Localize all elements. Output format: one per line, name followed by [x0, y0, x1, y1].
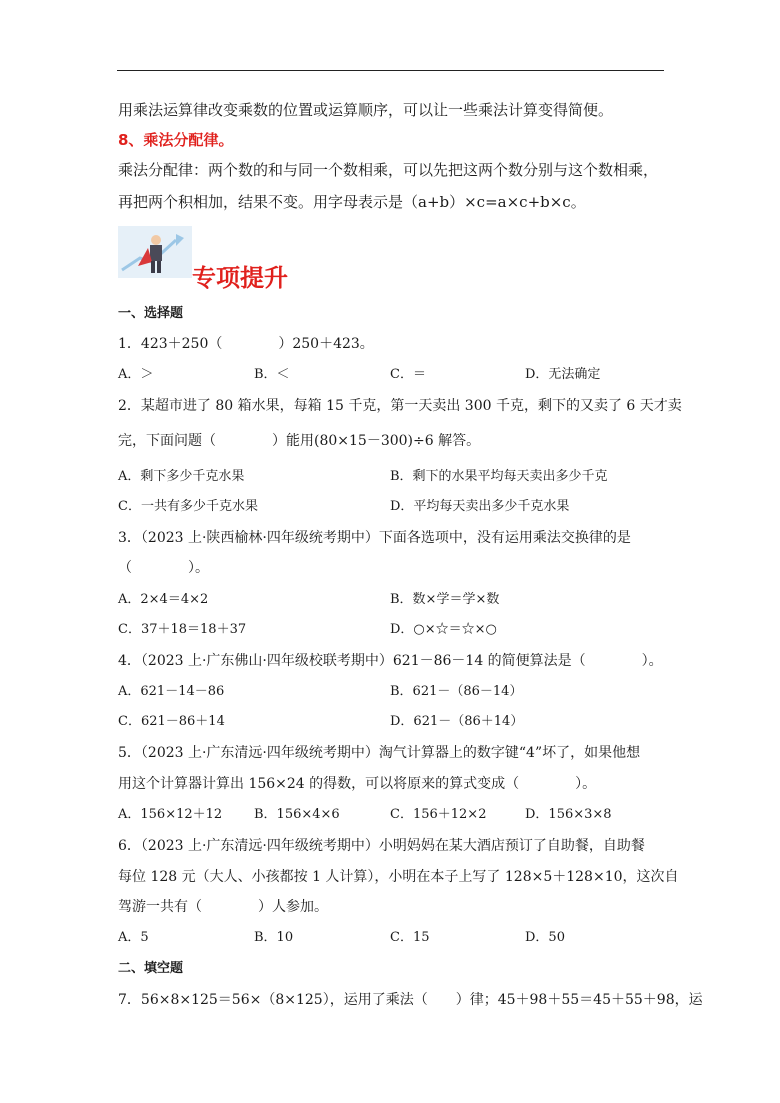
- q2-option-c: C．一共有多少千克水果: [118, 499, 258, 514]
- question-5-line2: 用这个计算器计算出 156×24 的得数，可以将原来的算式变成（ ）。: [118, 776, 597, 792]
- section-title-fill: 二、填空题: [118, 961, 184, 976]
- q3-option-a: A．2×4＝4×2: [118, 592, 209, 607]
- q2-option-d: D．平均每天卖出多少千克水果: [390, 499, 570, 514]
- law-heading: 8、乘法分配律。: [118, 131, 234, 149]
- question-2-line1: 2．某超市进了 80 箱水果，每箱 15 千克，第一天卖出 300 千克，剩下的又卖了 6 天才卖: [118, 398, 682, 414]
- law-definition-line2: 再把两个积相加，结果不变。用字母表示是（a+b）×c=a×c+b×c。: [118, 193, 586, 211]
- q6-option-b: B．10: [254, 930, 294, 945]
- q6-option-a: A．5: [118, 930, 149, 945]
- q1-option-c: C．＝: [390, 367, 426, 382]
- q6-option-c: C．15: [390, 930, 430, 945]
- q3-option-d: D．○×☆＝☆×○: [390, 622, 497, 637]
- q4-option-c: C．621－86＋14: [118, 714, 225, 729]
- q5-option-a: A．156×12＋12: [118, 807, 223, 822]
- question-4: 4．（2023 上·广东佛山·四年级校联考期中）621－86－14 的简便算法是（ ）。: [118, 653, 663, 669]
- question-3-line2: （ ）。: [118, 560, 209, 576]
- question-6-line1: 6．（2023 上·广东清远·四年级统考期中）小明妈妈在某大酒店预订了自助餐，自助餐: [118, 838, 645, 854]
- q1-option-a: A．＞: [118, 367, 154, 382]
- q6-option-d: D．50: [525, 930, 565, 945]
- question-7: 7．56×8×125＝56×（8×125），运用了乘法（ ）律；45＋98＋55＝45＋55＋98，运: [118, 992, 703, 1008]
- header-rule: [117, 70, 664, 71]
- q5-option-c: C．156＋12×2: [390, 807, 487, 822]
- q2-option-b: B．剩下的水果平均每天卖出多少千克: [390, 469, 608, 484]
- q3-option-b: B．数×学＝学×数: [390, 592, 500, 607]
- q4-option-d: D．621－（86＋14）: [390, 714, 524, 729]
- law-definition-line1: 乘法分配律：两个数的和与同一个数相乘，可以先把这两个数分别与这个数相乘，: [118, 161, 659, 179]
- question-1: 1．423＋250（ ）250＋423。: [118, 336, 374, 352]
- q5-option-b: B．156×4×6: [254, 807, 340, 822]
- question-6-line3: 驾游一共有（ ）人参加。: [118, 899, 328, 915]
- q4-option-b: B．621－（86－14）: [390, 684, 523, 699]
- banner-illustration: [118, 226, 192, 278]
- section-title-choice: 一、选择题: [118, 306, 184, 321]
- q1-option-d: D．无法确定: [525, 367, 601, 382]
- q3-option-c: C．37＋18＝18＋37: [118, 622, 247, 637]
- question-5-line1: 5．（2023 上·广东清远·四年级统考期中）淘气计算器上的数字键“4”坏了，如果他想: [118, 745, 641, 761]
- question-2-line2: 完，下面问题（ ）能用(80×15－300)÷6 解答。: [118, 433, 481, 449]
- intro-text: 用乘法运算律改变乘数的位置或运算顺序，可以让一些乘法计算变得简便。: [118, 101, 614, 119]
- q1-option-b: B．＜: [254, 367, 290, 382]
- question-3-line1: 3．（2023 上·陕西榆林·四年级统考期中）下面各选项中，没有运用乘法交换律的是: [118, 530, 631, 546]
- q4-option-a: A．621－14－86: [118, 684, 225, 699]
- q5-option-d: D．156×3×8: [525, 807, 612, 822]
- banner-title: 专项提升: [192, 264, 288, 292]
- q2-option-a: A．剩下多少千克水果: [118, 469, 245, 484]
- question-6-line2: 每位 128 元（大人、小孩都按 1 人计算），小明在本子上写了 128×5＋128×10，这次自: [118, 869, 679, 885]
